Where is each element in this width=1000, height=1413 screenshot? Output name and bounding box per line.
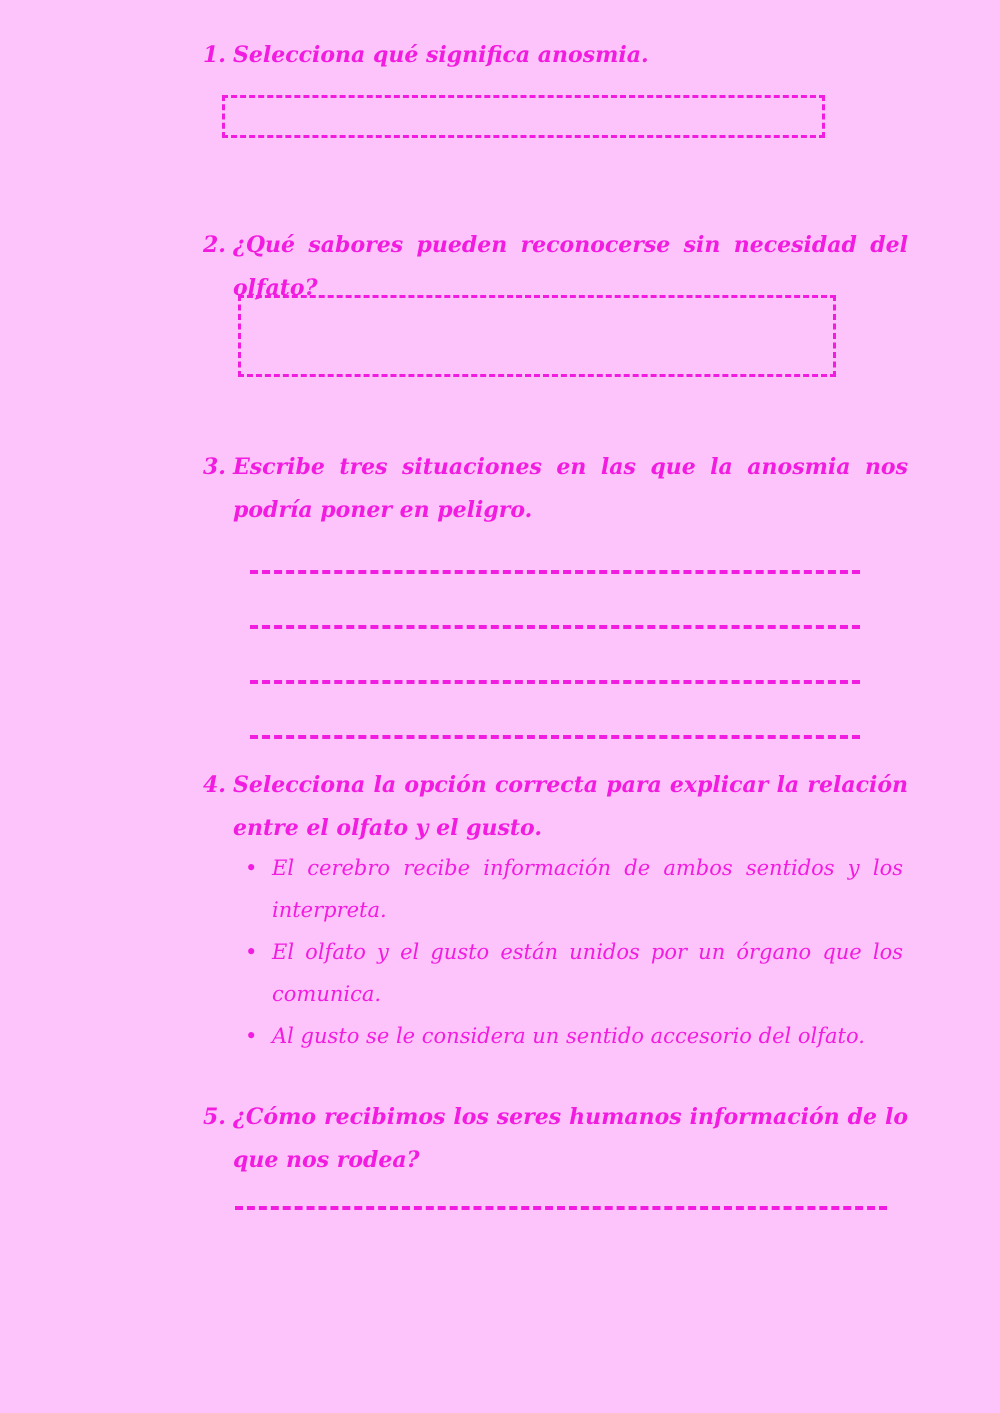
question-number: 2. <box>203 232 226 258</box>
q4-option-3[interactable] <box>245 1015 903 1057</box>
question-3 <box>203 446 908 532</box>
answer-line-3c[interactable] <box>250 680 860 684</box>
question-number: 4. <box>203 772 226 798</box>
q4-option-1[interactable] <box>245 847 903 931</box>
q4-options-list <box>245 847 903 1057</box>
answer-box-1[interactable] <box>222 95 825 138</box>
question-number: 3. <box>203 454 226 480</box>
question-1 <box>203 34 908 77</box>
answer-box-2[interactable] <box>238 295 836 377</box>
answer-line-5[interactable] <box>235 1206 887 1210</box>
answer-line-3b[interactable] <box>250 625 860 629</box>
question-text: ¿Cómo recibimos los seres humanos información de lo que nos rodea? <box>233 1104 908 1173</box>
question-text: Escribe tres situaciones en las que la anosmia nos podría poner en peligro. <box>233 454 908 523</box>
question-4 <box>203 764 908 850</box>
option-text: El olfato y el gusto están unidos por un órgano que los comunica. <box>272 940 903 1006</box>
bullet-icon: • <box>245 856 258 880</box>
question-5 <box>203 1096 908 1182</box>
question-text: ¿Qué sabores pueden reconocerse sin necesidad del olfato? <box>233 232 908 301</box>
question-text: Selecciona la opción correcta para explicar la relación entre el olfato y el gusto. <box>233 772 908 841</box>
bullet-icon: • <box>245 940 258 964</box>
option-text: Al gusto se le considera un sentido accesorio del olfato. <box>272 1024 865 1048</box>
question-text: Selecciona qué significa anosmia. <box>233 42 649 68</box>
bullet-icon: • <box>245 1024 258 1048</box>
answer-line-3d[interactable] <box>250 735 860 739</box>
q4-option-2[interactable] <box>245 931 903 1015</box>
question-number: 1. <box>203 42 226 68</box>
answer-line-3a[interactable] <box>250 570 860 574</box>
option-text: El cerebro recibe información de ambos sentidos y los interpreta. <box>272 856 903 922</box>
question-number: 5. <box>203 1104 226 1130</box>
